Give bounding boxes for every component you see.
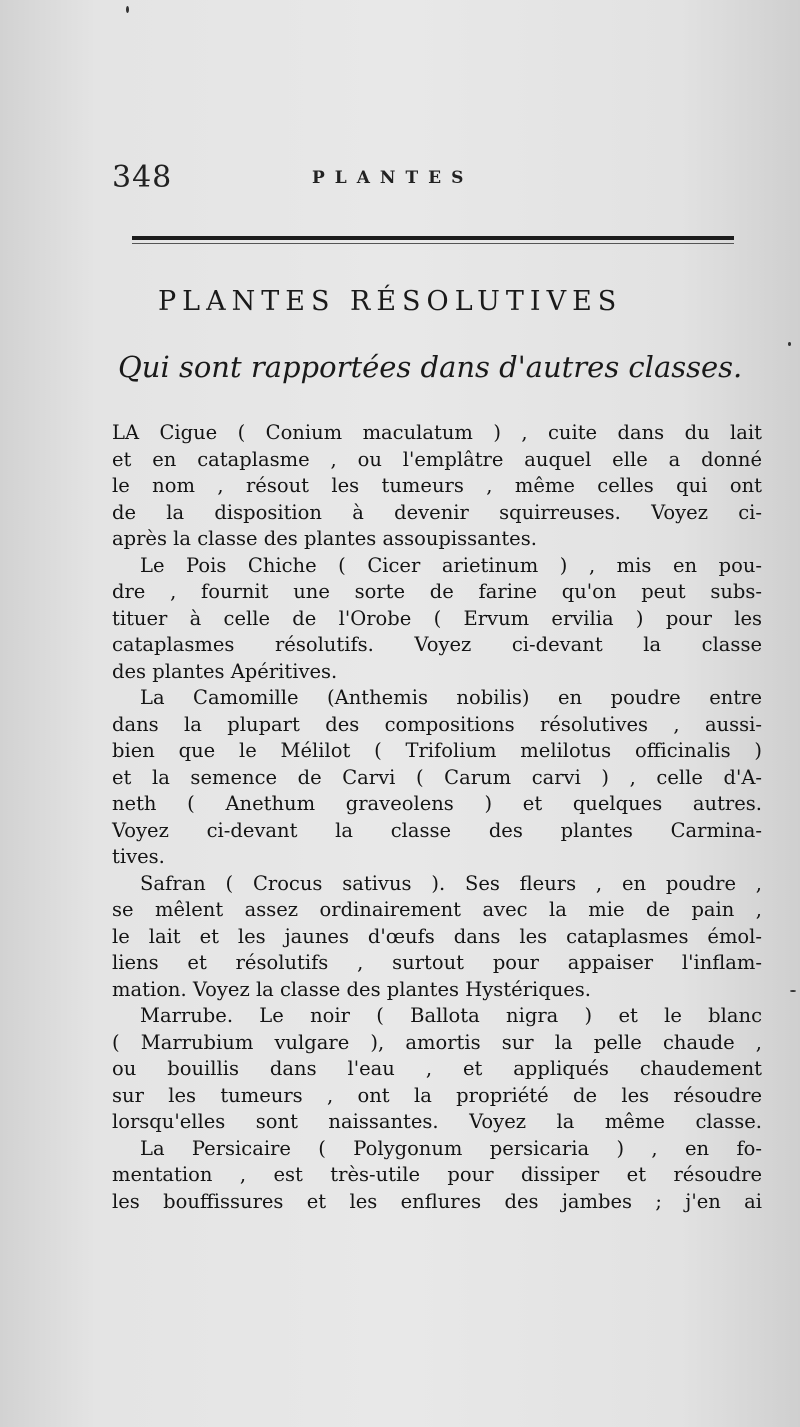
text-line: et en cataplasme , ou l'emplâtre auquel elle a donné xyxy=(112,447,762,471)
text-line: mation. Voyez la classe des plantes Hystériques. xyxy=(112,977,592,1001)
running-title: PLANTES xyxy=(312,168,474,188)
text-line: neth ( Anethum graveolens ) et quelques autres. xyxy=(112,792,762,815)
text-line: La Camomille (Anthemis nobilis) en poudre entre xyxy=(140,686,762,709)
text-line: Safran ( Crocus sativus ). Ses fleurs , en poudre , xyxy=(140,871,762,895)
header-rule-thin xyxy=(132,243,734,244)
text-line: sur les tumeurs , ont la propriété de les résoudre xyxy=(112,1083,762,1107)
text-line: tives. xyxy=(112,845,165,868)
header-rule xyxy=(132,236,734,240)
text-line: bien que le Mélilot ( Trifolium melilotus officinalis ) xyxy=(112,739,762,762)
text-line: Voyez ci-devant la classe des plantes Carmina- xyxy=(112,818,762,842)
text-line: les bouffissures et les enflures des jambes ; j'en ai xyxy=(112,1189,762,1213)
text-line: dre , fournit une sorte de farine qu'on peut subs- xyxy=(112,580,762,603)
text-line: le nom , résout les tumeurs , même celles qui ont xyxy=(112,474,762,497)
section-subtitle: Qui sont rapportées dans d'autres classes. xyxy=(118,350,743,384)
text-line: La Persicaire ( Polygonum persicaria ) , en fo- xyxy=(140,1136,762,1160)
text-line: se mêlent assez ordinairement avec la mie de pain , xyxy=(112,898,762,921)
text-line: ( Marrubium vulgare ), amortis sur la pelle chaude , xyxy=(112,1030,762,1054)
text-line: après la classe des plantes assoupissantes. xyxy=(112,527,537,550)
text-line: Le Pois Chiche ( Cicer arietinum ) , mis en pou- xyxy=(140,553,762,577)
text-line: et la semence de Carvi ( Carum carvi ) , celle d'A- xyxy=(112,765,762,789)
text-line: le lait et les jaunes d'œufs dans les cataplasmes émol- xyxy=(112,924,762,948)
running-header xyxy=(112,160,732,200)
section-title: PLANTES RÉSOLUTIVES xyxy=(158,286,623,317)
text-line: de la disposition à devenir squirreuses. Voyez ci- xyxy=(112,500,762,524)
text-line: des plantes Apéritives. xyxy=(112,659,338,683)
text-line: cataplasmes résolutifs. Voyez ci-devant la classe xyxy=(112,633,762,656)
paper-speck xyxy=(788,342,791,346)
paper-speck xyxy=(126,6,129,13)
text-line: liens et résolutifs , surtout pour appaiser l'inflam- xyxy=(112,951,762,974)
body-text xyxy=(112,420,762,1215)
text-line: mentation , est très-utile pour dissiper et résoudre xyxy=(112,1163,762,1186)
text-line: lorsqu'elles sont naissantes. Voyez la même classe. xyxy=(112,1110,762,1133)
text-line: dans la plupart des compositions résolutives , aussi- xyxy=(112,712,762,736)
text-line: LA Cigue ( Conium maculatum ) , cuite dans du lait xyxy=(112,421,762,444)
paper-speck xyxy=(790,990,796,992)
text-line: Marrube. Le noir ( Ballota nigra ) et le blanc xyxy=(140,1004,762,1027)
text-line: ou bouillis dans l'eau , et appliqués chaudement xyxy=(112,1057,762,1080)
page-number: 348 xyxy=(112,160,173,195)
text-line: tituer à celle de l'Orobe ( Ervum ervilia ) pour les xyxy=(112,606,762,630)
